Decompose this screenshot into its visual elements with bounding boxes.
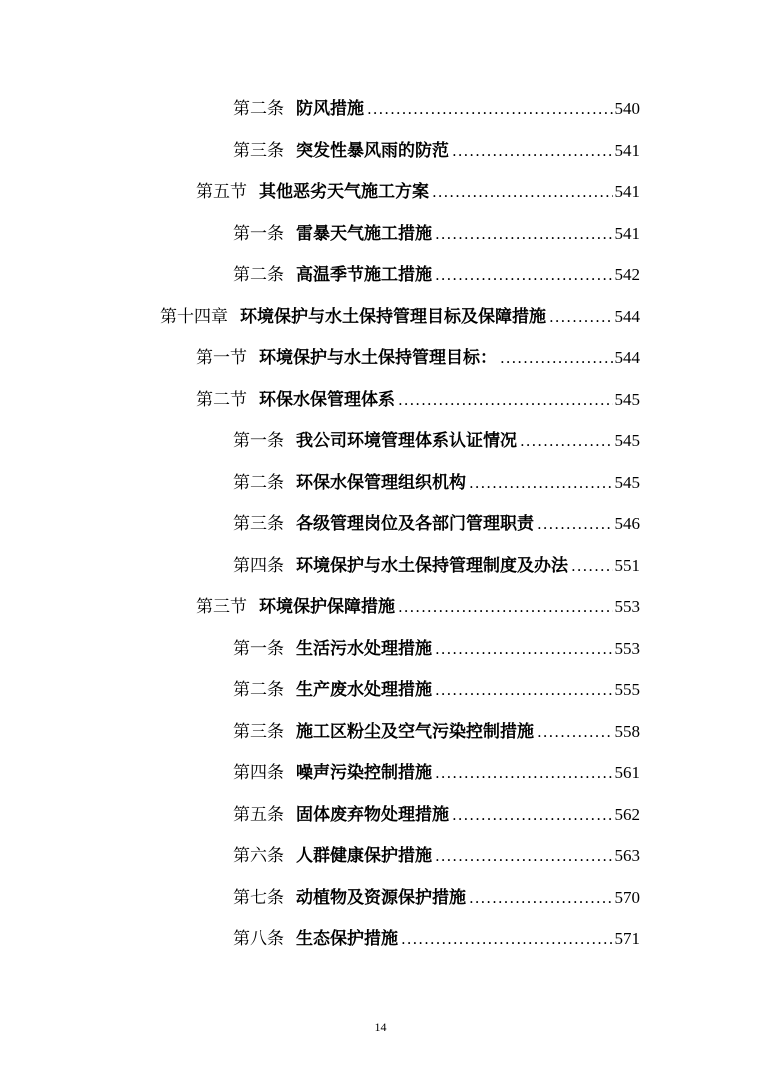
toc-entry[interactable] <box>233 637 640 661</box>
dot-leader <box>537 512 613 536</box>
toc-entry[interactable] <box>233 554 640 578</box>
dot-leader <box>469 471 613 495</box>
toc-entry-page: 553 <box>614 639 640 658</box>
toc-entry[interactable] <box>233 678 640 702</box>
toc-entry-title: 施工区粉尘及空气污染控制措施 <box>296 722 534 742</box>
toc-entry-number: 第七条 <box>233 888 284 908</box>
dot-leader <box>435 678 613 702</box>
page-number: 14 <box>374 1020 387 1034</box>
toc-entry-number: 第三节 <box>196 597 247 617</box>
toc-entry-number: 第四条 <box>233 556 284 576</box>
toc-entry-title: 环境保护与水土保持管理目标： <box>259 348 497 368</box>
toc-entry-number: 第三条 <box>233 722 284 742</box>
dot-leader <box>549 305 613 329</box>
toc-entry-title: 动植物及资源保护措施 <box>296 888 466 908</box>
toc-entry-page: 545 <box>614 390 640 409</box>
toc-entry[interactable] <box>233 263 640 287</box>
toc-entry-page: 571 <box>614 929 640 948</box>
toc-entry-title: 生产废水处理措施 <box>296 680 432 700</box>
toc-entry[interactable] <box>196 388 640 412</box>
toc-entry-number: 第八条 <box>233 929 284 949</box>
toc-entry-number: 第二条 <box>233 265 284 285</box>
dot-leader <box>469 886 613 910</box>
toc-entry-page: 570 <box>614 888 640 907</box>
toc-entry-number: 第五节 <box>196 182 247 202</box>
toc-entry[interactable] <box>196 180 640 204</box>
dot-leader <box>452 803 613 827</box>
toc-entry-number: 第二条 <box>233 99 284 119</box>
dot-leader <box>398 388 613 412</box>
toc-entry-number: 第三条 <box>233 141 284 161</box>
toc-entry[interactable] <box>233 886 640 910</box>
toc-entry-number: 第十四章 <box>160 307 228 327</box>
toc-entry-title: 人群健康保护措施 <box>296 846 432 866</box>
toc-entry-page: 558 <box>614 722 640 741</box>
toc-entry-number: 第二条 <box>233 473 284 493</box>
dot-leader <box>537 720 613 744</box>
toc-entry-title: 各级管理岗位及各部门管理职责 <box>296 514 534 534</box>
toc-entry-page: 545 <box>614 431 640 450</box>
toc-entry-number: 第一条 <box>233 639 284 659</box>
toc-entry-page: 541 <box>614 141 640 160</box>
toc-entry-title: 突发性暴风雨的防范 <box>296 141 449 161</box>
toc-entry-title: 防风措施 <box>296 99 364 119</box>
toc-entry-title: 其他恶劣天气施工方案 <box>259 182 429 202</box>
dot-leader <box>500 346 613 370</box>
toc-entry-title: 环保水保管理组织机构 <box>296 473 466 493</box>
toc-entry-number: 第二节 <box>196 390 247 410</box>
toc-entry-title: 固体废弃物处理措施 <box>296 805 449 825</box>
toc-entry-title: 环境保护与水土保持管理目标及保障措施 <box>240 307 546 327</box>
toc-entry[interactable] <box>233 927 640 951</box>
dot-leader <box>435 761 613 785</box>
toc-entry-page: 541 <box>614 224 640 243</box>
toc-entry-page: 546 <box>614 514 640 533</box>
toc-entry-page: 540 <box>614 99 640 118</box>
toc-entry-title: 环保水保管理体系 <box>259 390 395 410</box>
toc-entry-page: 541 <box>614 182 640 201</box>
toc-entry-number: 第一节 <box>196 348 247 368</box>
toc-entry[interactable] <box>233 512 640 536</box>
toc-entry-page: 542 <box>614 265 640 284</box>
toc-entry-page: 544 <box>614 348 640 367</box>
toc-entry[interactable] <box>233 97 640 121</box>
toc-entry[interactable] <box>233 720 640 744</box>
toc-entry[interactable] <box>233 803 640 827</box>
dot-leader <box>435 637 613 661</box>
dot-leader <box>367 97 613 121</box>
dot-leader <box>401 927 613 951</box>
toc-entry-title: 高温季节施工措施 <box>296 265 432 285</box>
toc-entry-number: 第一条 <box>233 431 284 451</box>
toc-entry-page: 555 <box>614 680 640 699</box>
dot-leader <box>398 595 613 619</box>
dot-leader <box>520 429 613 453</box>
toc-entry-title: 雷暴天气施工措施 <box>296 224 432 244</box>
toc-entry-page: 561 <box>614 763 640 782</box>
toc-entry[interactable] <box>233 471 640 495</box>
toc-entry-number: 第四条 <box>233 763 284 783</box>
dot-leader <box>452 139 613 163</box>
toc-entry-title: 我公司环境管理体系认证情况 <box>296 431 517 451</box>
toc-entry[interactable] <box>233 222 640 246</box>
toc-entry-title: 环境保护与水土保持管理制度及办法 <box>296 556 568 576</box>
toc-entry-page: 563 <box>614 846 640 865</box>
toc-entry[interactable] <box>233 429 640 453</box>
toc-entry-number: 第二条 <box>233 680 284 700</box>
dot-leader <box>435 222 613 246</box>
toc-entry-number: 第六条 <box>233 846 284 866</box>
toc-entry-title: 生态保护措施 <box>296 929 398 949</box>
toc-entry[interactable] <box>160 305 640 329</box>
dot-leader <box>435 844 613 868</box>
toc-entry[interactable] <box>233 761 640 785</box>
toc-entry-page: 544 <box>614 307 640 326</box>
toc-entry-page: 551 <box>614 556 640 575</box>
toc-entry-number: 第五条 <box>233 805 284 825</box>
toc-entry[interactable] <box>233 139 640 163</box>
toc-entry-page: 553 <box>614 597 640 616</box>
dot-leader <box>432 180 613 204</box>
toc-entry[interactable] <box>196 595 640 619</box>
toc-entry-title: 生活污水处理措施 <box>296 639 432 659</box>
toc-entry-page: 545 <box>614 473 640 492</box>
toc-entry-number: 第一条 <box>233 224 284 244</box>
toc-entry-number: 第三条 <box>233 514 284 534</box>
toc-entry-title: 噪声污染控制措施 <box>296 763 432 783</box>
toc-entry[interactable] <box>196 346 640 370</box>
dot-leader <box>571 554 613 578</box>
dot-leader <box>435 263 613 287</box>
toc-entry-page: 562 <box>614 805 640 824</box>
toc-entry-title: 环境保护保障措施 <box>259 597 395 617</box>
toc-entry[interactable] <box>233 844 640 868</box>
